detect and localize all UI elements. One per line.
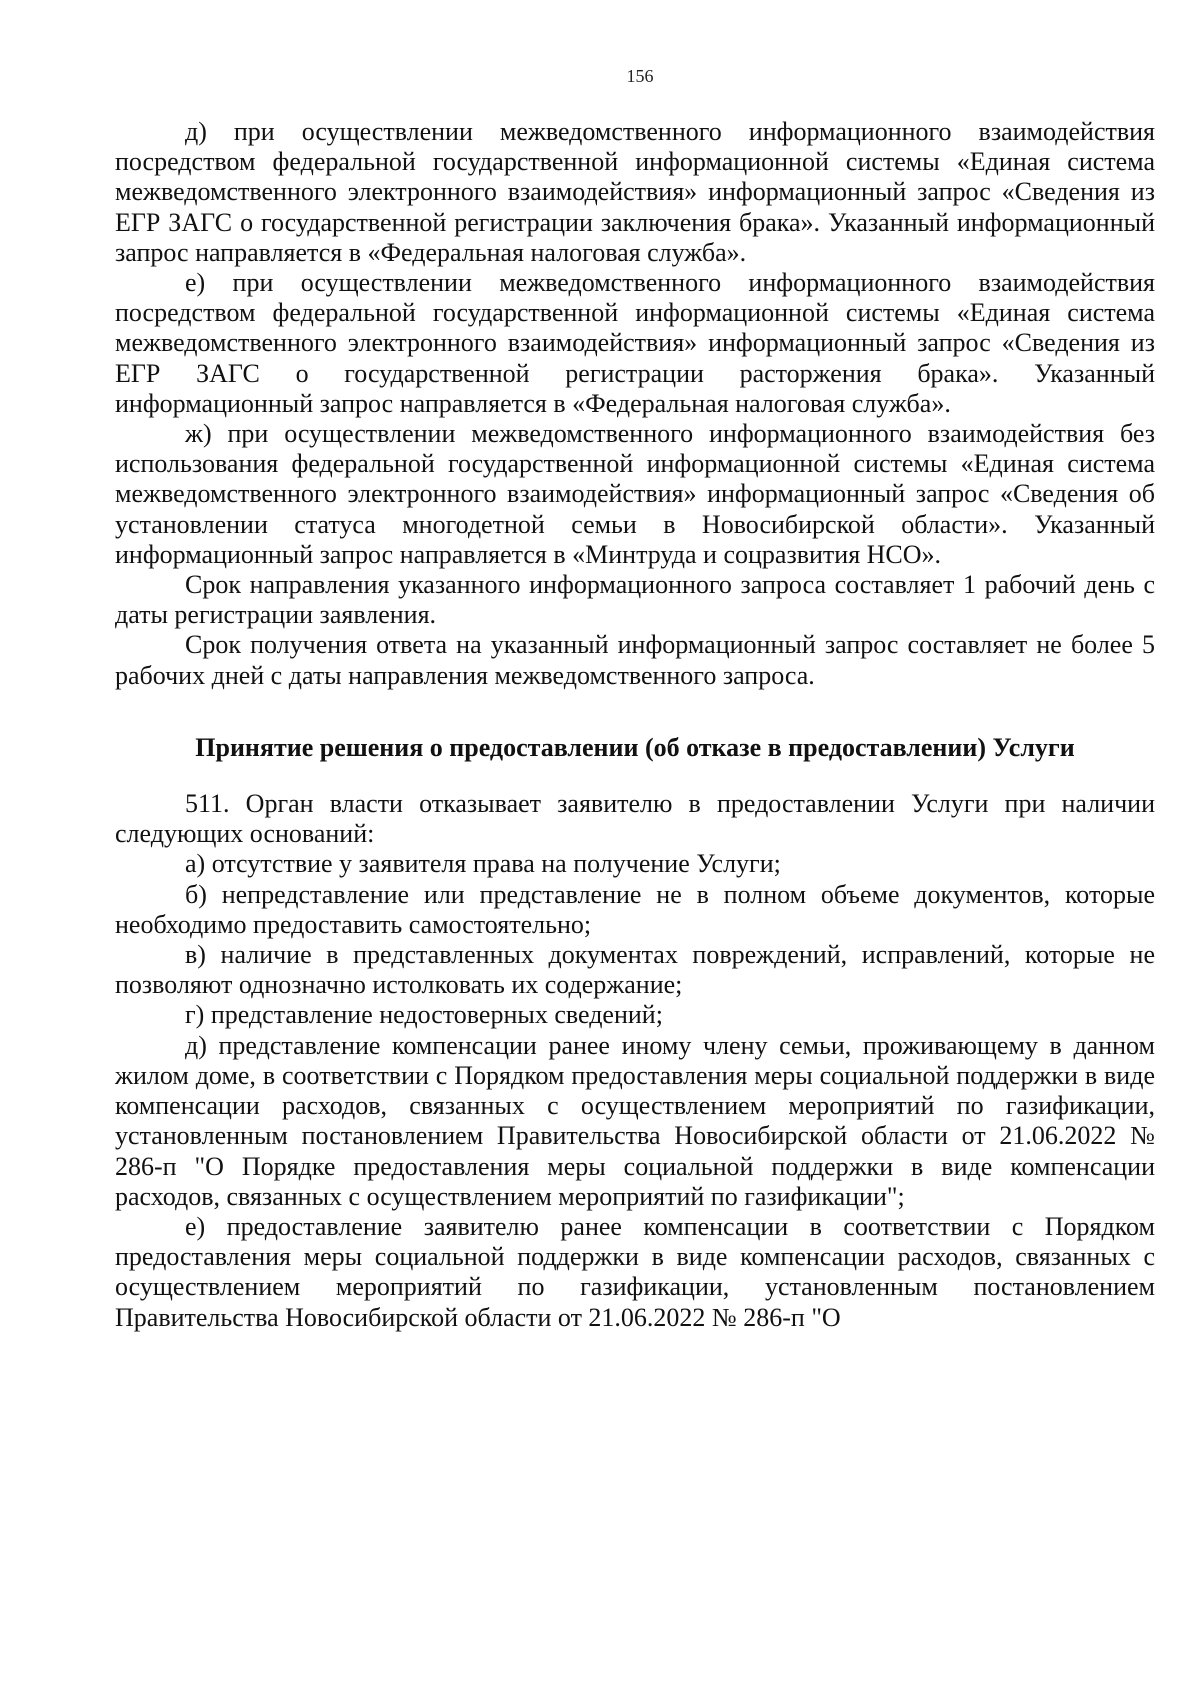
page-number: 156 [626, 66, 654, 86]
paragraph-ground-e: е) предоставление заявителю ранее компенсации в соответствии с Порядком предоставления меры социальной поддержки в виде компенсации расходов, связанных с осуществлением мероприятий по газификации, установленным постановлением Правительства Новосибирской области от 21.06.2022 № 286-п "О [115, 1211, 1155, 1332]
document-body [115, 117, 1155, 1333]
paragraph-refusal-grounds-intro: 511. Орган власти отказывает заявителю в предоставлении Услуги при наличии следующих оснований: [115, 789, 1155, 849]
paragraph-e-divorce-request: е) при осуществлении межведомственного информационного взаимодействия посредством федеральной государственной информационной системы «Единая система межведомственного электронного взаимодействия» информационный запрос «Сведения из ЕГР ЗАГС о государственной регистрации расторжения брака». Указанный информационный запрос направляется в «Федеральная налоговая служба». [115, 268, 1155, 418]
paragraph-ground-d: д) представление компенсации ранее иному члену семьи, проживающему в данном жилом доме, в соответствии с Порядком предоставления меры социальной поддержки в виде компенсации расходов, связанных с осуществлением мероприятий по газификации, установленным постановлением Правительства Новосибирской области от 21.06.2022 № 286-п "О Порядке предоставления меры социальной поддержки в виде компенсации расходов, связанных с осуществлением мероприятий по газификации"; [115, 1030, 1155, 1211]
paragraph-response-deadline: Срок получения ответа на указанный информационный запрос составляет не более 5 рабочих дней с даты направления межведомственного запроса. [115, 630, 1155, 690]
paragraph-ground-g: г) представление недостоверных сведений; [185, 1000, 663, 1030]
paragraph-request-deadline: Срок направления указанного информационного запроса составляет 1 рабочий день с даты регистрации заявления. [115, 570, 1155, 630]
paragraph-ground-a: а) отсутствие у заявителя права на получение Услуги; [185, 849, 781, 879]
section-heading: Принятие решения о предоставлении (об отказе в предоставлении) Услуги [195, 732, 1075, 762]
paragraph-ground-v: в) наличие в представленных документах повреждений, исправлений, которые не позволяют однозначно истолковать их содержание; [115, 940, 1155, 1000]
paragraph-ground-b: б) непредставление или представление не в полном объеме документов, которые необходимо предоставить самостоятельно; [115, 879, 1155, 939]
paragraph-zh-large-family-request: ж) при осуществлении межведомственного информационного взаимодействия без использования федеральной государственной информационной системы «Единая система межведомственного электронного взаимодействия» информационный запрос «Сведения об установлении статуса многодетной семьи в Новосибирской области». Указанный информационный запрос направляется в «Минтруда и соцразвития НСО». [115, 419, 1155, 569]
paragraph-d-marriage-request: д) при осуществлении межведомственного информационного взаимодействия посредством федеральной государственной информационной системы «Единая система межведомственного электронного взаимодействия» информационный запрос «Сведения из ЕГР ЗАГС о государственной регистрации заключения брака». Указанный информационный запрос направляется в «Федеральная налоговая служба». [115, 117, 1155, 267]
